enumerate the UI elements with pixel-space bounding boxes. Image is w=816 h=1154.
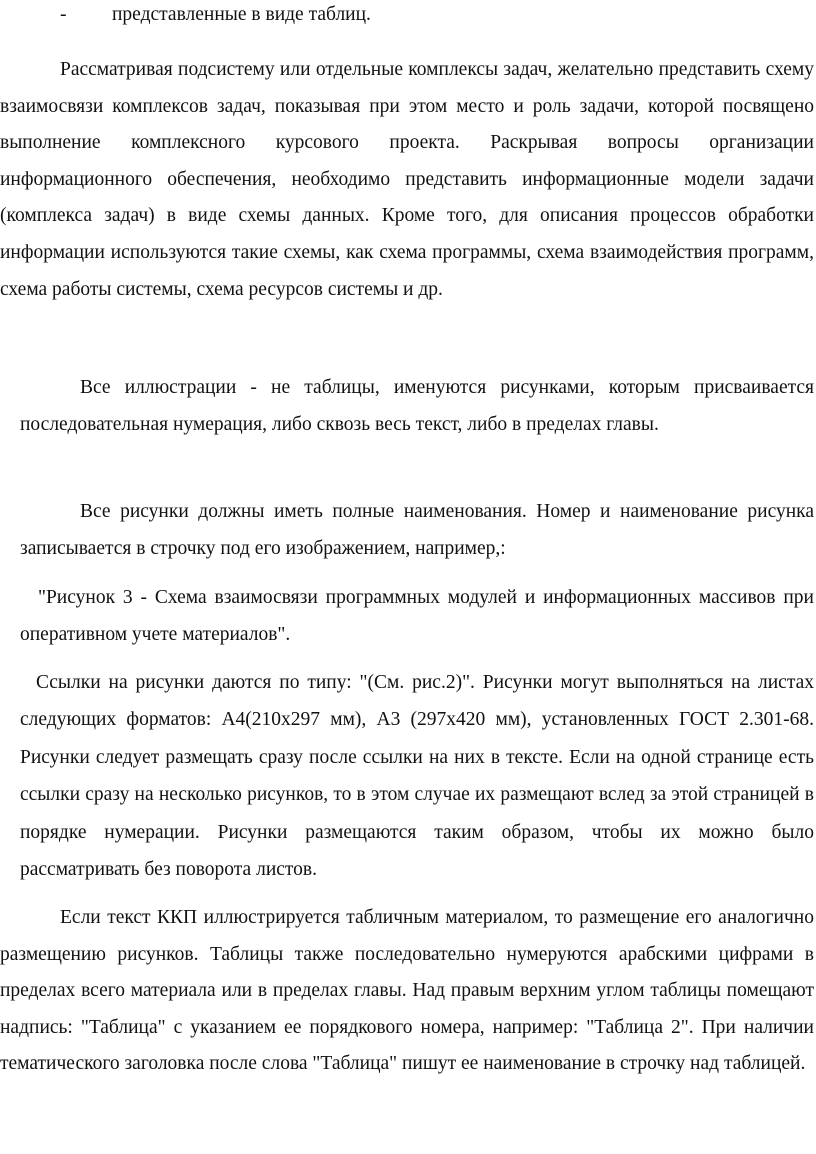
list-marker: - [60, 4, 67, 25]
paragraph-illustrations-numbering: Все иллюстрации - не таблицы, именуются рисунками, которым присваивается последовательная нумерация, либо сквозь весь текст, либо в пределах главы. [20, 377, 814, 435]
paragraph-subsystem-schemes: Рассматривая подсистему или отдельные комплексы задач, желательно представить схему взаимосвязи комплексов задач, показывая при этом место и роль задачи, которой посвящено выполнение комплексного курсового проекта. Раскрывая вопросы организации информационного обеспечения, необходимо представить информационные модели задачи (комплекса задач) в виде схемы данных. Кроме того, для описания процессов обработки информации используются такие схемы, как схема программы, схема взаимодействия программ, схема работы системы, схема ресурсов системы и др. [0, 59, 814, 300]
paragraph-figure-references: Ссылки на рисунки даются по типу: "(См. рис.2)". Рисунки могут выполняться на листах следующих форматов: А4(210х297 мм), А3 (297х420 мм), установленных ГОСТ 2.301-68. Рисунки следует размещать сразу после ссылки на них в тексте. Если на одной странице есть ссылки сразу на несколько рисунков, то в этом случае их размещают вслед за этой страницей в порядке нумерации. Рисунки размещаются таким образом, чтобы их можно было рассматривать без поворота листов. [20, 672, 814, 881]
paragraph-tables: Если текст ККП иллюстрируется табличным материалом, то размещение его аналогично размещению рисунков. Таблицы также последовательно нумеруются арабскими цифрами в пределах всего материала или в пределах главы. Над правым верхним углом таблицы помещают надпись: "Таблица" с указанием ее порядкового номера, например: "Таблица 2". При наличии тематического заголовка после слова "Таблица" пишут ее наименование в строчку над таблицей. [0, 907, 814, 1075]
paragraph-figure-example: "Рисунок 3 - Схема взаимосвязи программных модулей и информационных массивов при оперативном учете материалов". [20, 587, 814, 645]
list-item-text: представленные в виде таблиц. [112, 4, 371, 25]
paragraph-figure-titles: Все рисунки должны иметь полные наименования. Номер и наименование рисунка записывается в строчку под его изображением, например,: [20, 501, 814, 559]
